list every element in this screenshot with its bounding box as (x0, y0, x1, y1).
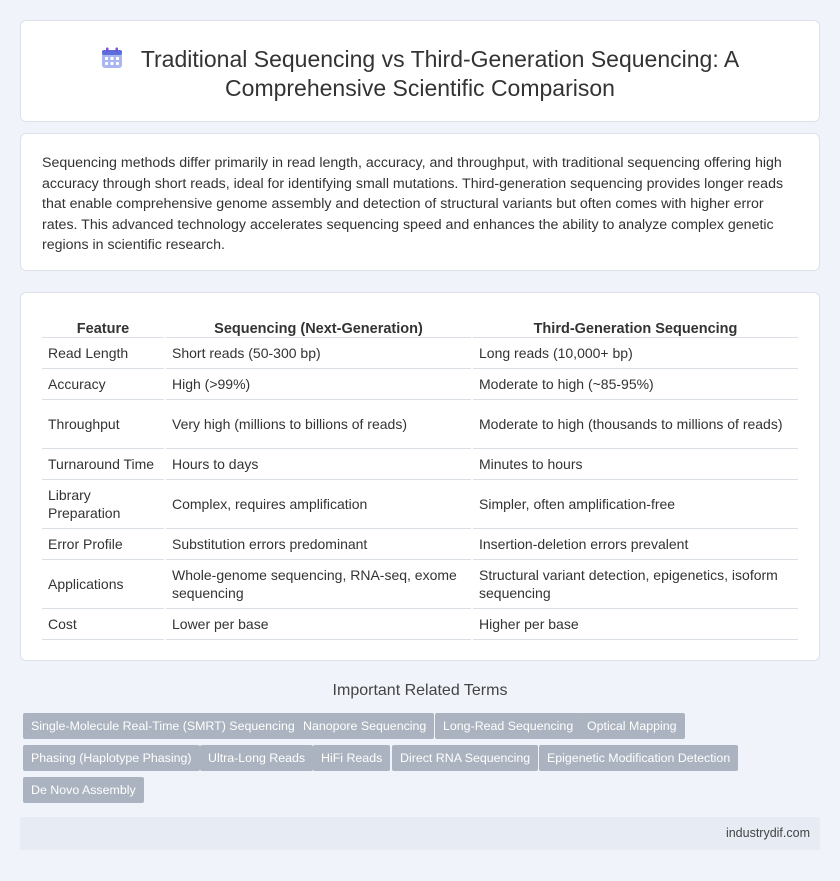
next-gen-cell: Very high (millions to billions of reads) (165, 399, 472, 448)
footer-site-link[interactable]: industrydif.com (725, 826, 810, 840)
third-gen-cell: Minutes to hours (472, 448, 798, 479)
table-row (42, 368, 798, 399)
table-header-row (42, 317, 798, 337)
calendar-icon (101, 47, 123, 69)
next-gen-cell: Substitution errors predominant (165, 528, 472, 559)
table-row (42, 399, 798, 448)
third-gen-cell: Simpler, often amplification-free (472, 479, 798, 528)
table-row (42, 608, 798, 639)
tag-epigenetic-modification-detection[interactable]: Epigenetic Modification Detection (539, 745, 738, 771)
title-line-1: Traditional Sequencing vs Third-Generation Sequencing: A (140, 46, 740, 72)
next-gen-cell: Lower per base (165, 608, 472, 639)
comparison-table (42, 317, 798, 640)
tag-smrt-sequencing[interactable]: Single-Molecule Real-Time (SMRT) Sequencing (23, 713, 303, 739)
header-next-generation: Sequencing (Next-Generation) (165, 317, 472, 337)
feature-cell: Read Length (42, 337, 165, 368)
tag-de-novo-assembly[interactable]: De Novo Assembly (23, 777, 144, 803)
next-gen-cell: Short reads (50-300 bp) (165, 337, 472, 368)
intro-card (20, 133, 820, 271)
feature-cell: Applications (42, 559, 165, 608)
title-card (20, 20, 820, 122)
table-row (42, 528, 798, 559)
next-gen-cell: Hours to days (165, 448, 472, 479)
feature-cell: Throughput (42, 399, 165, 448)
next-gen-cell: Complex, requires amplification (165, 479, 472, 528)
table-row (42, 337, 798, 368)
tag-long-read-sequencing[interactable]: Long-Read Sequencing (435, 713, 581, 739)
third-gen-cell: Higher per base (472, 608, 798, 639)
feature-cell: Cost (42, 608, 165, 639)
next-gen-cell: High (>99%) (165, 368, 472, 399)
third-gen-cell: Moderate to high (~85-95%) (472, 368, 798, 399)
table-row (42, 559, 798, 608)
third-gen-cell: Insertion-deletion errors prevalent (472, 528, 798, 559)
intro-paragraph: Sequencing methods differ primarily in read length, accuracy, and throughput, with traditional sequencing offering high accuracy through short reads, ideal for identifying small mutations. Third-generation sequencing provides longer reads that enable comprehensive genome assembly and detection of structural variants but often comes with higher error rates. This advanced technology accelerates sequencing speed and enhances the ability to analyze complex genetic regions in scientific research. (42, 155, 784, 253)
related-terms-title: Important Related Terms (332, 682, 508, 699)
page-title (21, 45, 819, 103)
tag-optical-mapping[interactable]: Optical Mapping (579, 713, 685, 739)
tag-haplotype-phasing[interactable]: Phasing (Haplotype Phasing) (23, 745, 200, 771)
tag-ultra-long-reads[interactable]: Ultra-Long Reads (200, 745, 313, 771)
footer (20, 817, 820, 850)
third-gen-cell: Structural variant detection, epigenetics, isoform sequencing (472, 559, 798, 608)
feature-cell: Error Profile (42, 528, 165, 559)
next-gen-cell: Whole-genome sequencing, RNA-seq, exome sequencing (165, 559, 472, 608)
title-line-2: Comprehensive Scientific Comparison (225, 75, 615, 101)
tag-hifi-reads[interactable]: HiFi Reads (313, 745, 390, 771)
feature-cell: Accuracy (42, 368, 165, 399)
third-gen-cell: Long reads (10,000+ bp) (472, 337, 798, 368)
feature-cell: Library Preparation (42, 479, 165, 528)
third-gen-cell: Moderate to high (thousands to millions of reads) (472, 399, 798, 448)
header-feature: Feature (42, 317, 165, 337)
comparison-card (20, 292, 820, 661)
table-row (42, 448, 798, 479)
header-third-generation: Third-Generation Sequencing (472, 317, 798, 337)
tag-direct-rna-sequencing[interactable]: Direct RNA Sequencing (392, 745, 538, 771)
tag-nanopore-sequencing[interactable]: Nanopore Sequencing (295, 713, 434, 739)
feature-cell: Turnaround Time (42, 448, 165, 479)
table-row (42, 479, 798, 528)
